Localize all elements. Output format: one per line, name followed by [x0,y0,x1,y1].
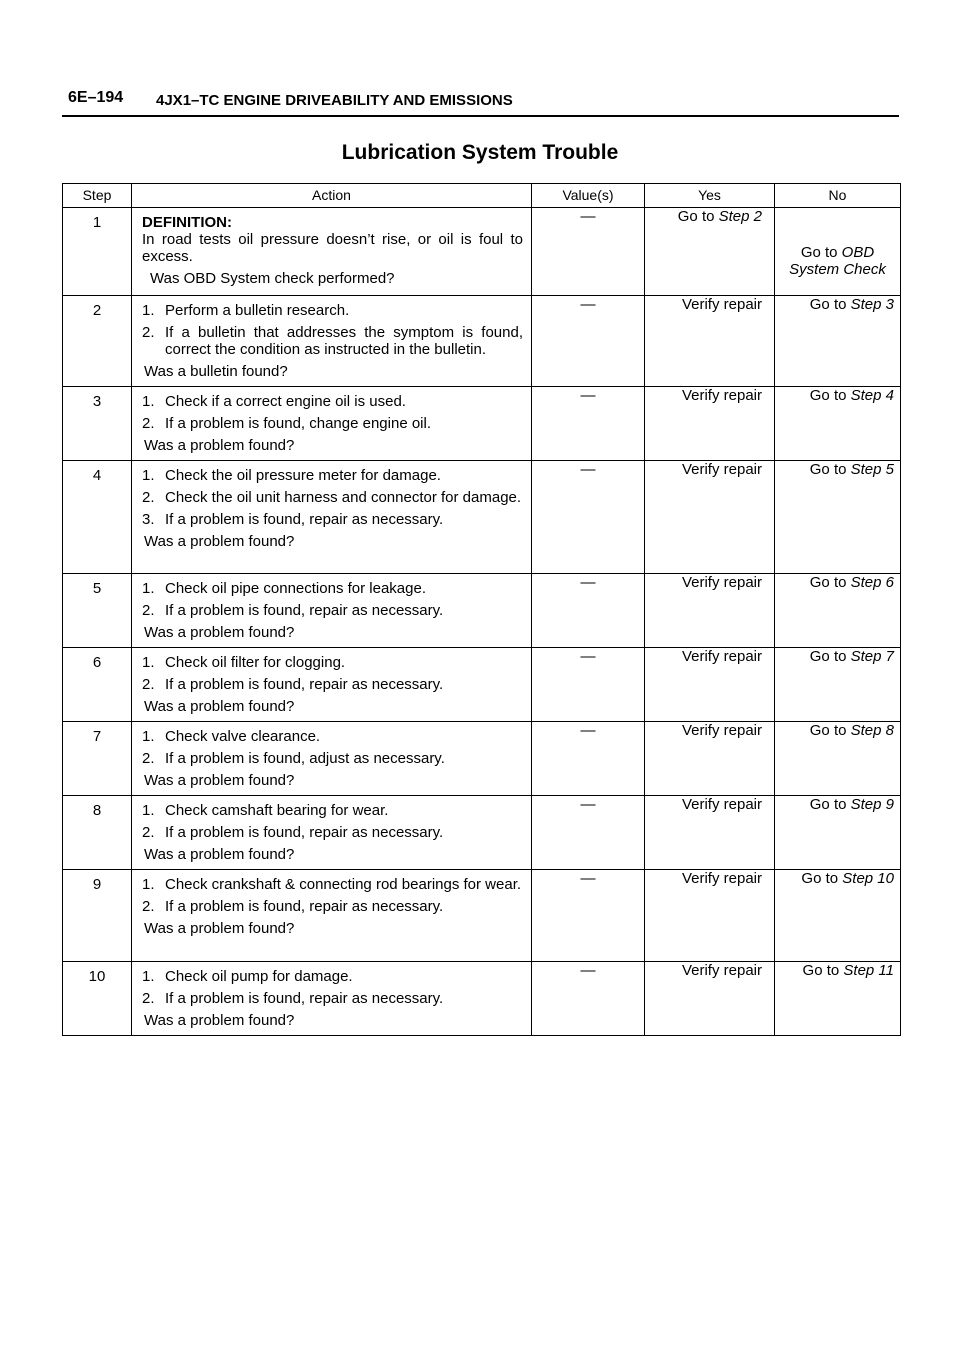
value-dash: — [580,296,596,313]
action-item [142,676,523,693]
table-row [63,648,901,722]
no-step-link[interactable]: Step 5 [850,461,894,478]
action-item [142,489,523,506]
check-question: Was a problem found? [144,624,295,641]
table-row [63,870,901,962]
table-row [63,722,901,796]
value-cell [532,870,645,962]
action-item-number: 1. [142,467,155,484]
yes-cell: Verify repair [645,722,775,796]
definition-label: DEFINITION: [142,214,232,231]
table-row [63,208,901,296]
no-prefix: Go to [809,648,851,665]
section-title: 4JX1–TC ENGINE DRIVEABILITY AND EMISSIONS [156,92,513,109]
column-header-no: No [775,184,901,208]
value-cell [532,461,645,574]
action-item-text: If a problem is found, repair as necessary. [165,990,444,1007]
step-number: 10 [63,962,132,1036]
check-question: Was a problem found? [144,698,295,715]
action-item-text: If a problem is found, repair as necessary. [165,511,444,528]
value-dash: — [580,722,596,739]
action-cell [132,796,532,870]
no-cell [775,296,901,387]
action-item-number: 3. [142,511,155,528]
check-question: Was OBD System check performed? [150,270,395,287]
no-prefix: Go to [809,296,851,313]
yes-step-link[interactable]: Step 2 [718,208,762,225]
action-item-number: 2. [142,676,155,693]
step-number: 5 [63,574,132,648]
action-cell [132,574,532,648]
action-cell [132,461,532,574]
no-cell [775,962,901,1036]
no-prefix: Go to [809,796,851,813]
no-step-link[interactable]: Step 10 [842,870,894,887]
action-item-number: 1. [142,968,155,985]
action-item-text: Check the oil unit harness and connector for damage. [165,489,522,506]
page-number: 6E–194 [68,89,124,106]
yes-cell: Verify repair [645,870,775,962]
yes-cell: Verify repair [645,387,775,461]
action-item-text: Check oil pipe connections for leakage. [165,580,426,597]
action-item-text: Perform a bulletin research. [165,302,350,319]
no-cell [775,796,901,870]
action-item-text: Check the oil pressure meter for damage. [165,467,441,484]
value-cell [532,796,645,870]
action-item-number: 2. [142,324,155,341]
action-item-number: 1. [142,876,155,893]
step-number: 1 [63,208,132,296]
action-item-number: 2. [142,990,155,1007]
action-item [142,876,523,893]
check-question: Was a problem found? [144,920,295,937]
action-item [142,467,523,484]
yes-cell: Verify repair [645,296,775,387]
value-dash: — [580,870,596,887]
action-item-number: 1. [142,393,155,410]
no-cell [775,870,901,962]
check-question: Was a problem found? [144,1012,295,1029]
table-row [63,461,901,574]
table-header-row [63,184,901,208]
no-step-link[interactable]: Step 4 [850,387,894,404]
no-cell [775,722,901,796]
step-number: 2 [63,296,132,387]
action-item-number: 2. [142,750,155,767]
action-item [142,415,523,432]
no-prefix: Go to [802,962,844,979]
no-step-link[interactable]: Step 8 [850,722,894,739]
table-row [63,296,901,387]
action-item-number: 2. [142,898,155,915]
no-step-link[interactable]: Step 6 [850,574,894,591]
step-number: 6 [63,648,132,722]
check-question: Was a bulletin found? [144,363,288,380]
no-obd-check-link[interactable]: OBD System Check [789,243,886,278]
no-step-link[interactable]: Step 9 [850,796,894,813]
action-item-text: Check camshaft bearing for wear. [165,802,389,819]
action-item-number: 1. [142,654,155,671]
yes-cell: Verify repair [645,962,775,1036]
column-header-values: Value(s) [532,184,645,208]
value-dash: — [580,962,596,979]
action-item [142,824,523,841]
procedure-table [62,183,901,1036]
action-cell [132,648,532,722]
no-cell [775,648,901,722]
yes-cell: Verify repair [645,796,775,870]
value-dash: — [580,461,596,478]
no-prefix: Go to [800,243,842,261]
yes-prefix: Go to [677,208,719,225]
value-dash: — [580,574,596,591]
action-item-text: If a bulletin that addresses the symptom is found, correct the condition as instructed in the bulletin. [165,324,523,358]
action-item-text: If a problem is found, repair as necessary. [165,824,444,841]
action-cell [132,870,532,962]
column-header-yes: Yes [645,184,775,208]
value-cell [532,648,645,722]
action-item-text: Check oil filter for clogging. [165,654,346,671]
step-number: 9 [63,870,132,962]
value-cell [532,208,645,296]
no-step-link[interactable]: Step 3 [850,296,894,313]
action-item [142,990,523,1007]
value-dash: — [580,387,596,404]
value-cell [532,722,645,796]
no-prefix: Go to [809,574,851,591]
value-cell [532,387,645,461]
action-item-text: If a problem is found, adjust as necessary. [165,750,445,767]
column-header-step: Step [63,184,132,208]
table-row [63,574,901,648]
action-item-text: If a problem is found, repair as necessary. [165,676,444,693]
no-prefix: Go to [801,870,843,887]
step-number: 7 [63,722,132,796]
action-cell [132,296,532,387]
action-item-text: If a problem is found, change engine oil. [165,415,432,432]
action-item [142,898,523,915]
value-cell [532,296,645,387]
action-item-number: 2. [142,489,155,506]
yes-cell: Verify repair [645,574,775,648]
action-item-number: 1. [142,728,155,745]
no-step-link[interactable]: Step 11 [843,962,894,979]
action-item [142,393,523,410]
value-dash: — [580,648,596,665]
value-dash: — [580,208,596,225]
table-row [63,387,901,461]
action-item [142,968,523,985]
value-cell [532,574,645,648]
check-question: Was a problem found? [144,772,295,789]
no-prefix: Go to [809,722,851,739]
action-item-number: 2. [142,824,155,841]
action-item-text: Check crankshaft & connecting rod bearings for wear. [165,876,522,893]
action-cell [132,722,532,796]
action-item [142,511,523,528]
action-item [142,802,523,819]
action-item-text: Check valve clearance. [165,728,321,745]
no-cell [775,208,901,296]
table-row [63,796,901,870]
yes-cell: Verify repair [645,461,775,574]
action-item [142,602,523,619]
action-item-text: If a problem is found, repair as necessary. [165,898,444,915]
action-item [142,580,523,597]
no-step-link[interactable]: Step 7 [850,648,894,665]
yes-cell: Verify repair [645,648,775,722]
no-prefix: Go to [809,461,851,478]
check-question: Was a problem found? [144,437,295,454]
action-cell [132,208,532,296]
no-cell [775,574,901,648]
check-question: Was a problem found? [144,846,295,863]
action-cell [132,387,532,461]
action-item-number: 2. [142,415,155,432]
action-item-text: Check if a correct engine oil is used. [165,393,406,410]
action-item-number: 2. [142,602,155,619]
check-question: Was a problem found? [144,533,295,550]
step-number: 3 [63,387,132,461]
action-item-text: If a problem is found, repair as necessary. [165,602,444,619]
action-item-number: 1. [142,580,155,597]
column-header-action: Action [132,184,532,208]
no-prefix: Go to [809,387,851,404]
value-cell [532,962,645,1036]
yes-cell [645,208,775,296]
action-item-number: 1. [142,802,155,819]
action-item [142,324,523,358]
step-number: 4 [63,461,132,574]
no-cell [775,387,901,461]
no-cell [775,461,901,574]
action-item [142,750,523,767]
definition-text: In road tests oil pressure doesn’t rise, or oil is foul to excess. [142,231,523,265]
action-item [142,302,523,319]
page-title: Lubrication System Trouble [341,141,619,164]
header-rule [62,115,899,117]
value-dash: — [580,796,596,813]
table-row [63,962,901,1036]
action-item-text: Check oil pump for damage. [165,968,353,985]
action-item-number: 1. [142,302,155,319]
action-item [142,654,523,671]
step-number: 8 [63,796,132,870]
action-cell [132,962,532,1036]
action-item [142,728,523,745]
